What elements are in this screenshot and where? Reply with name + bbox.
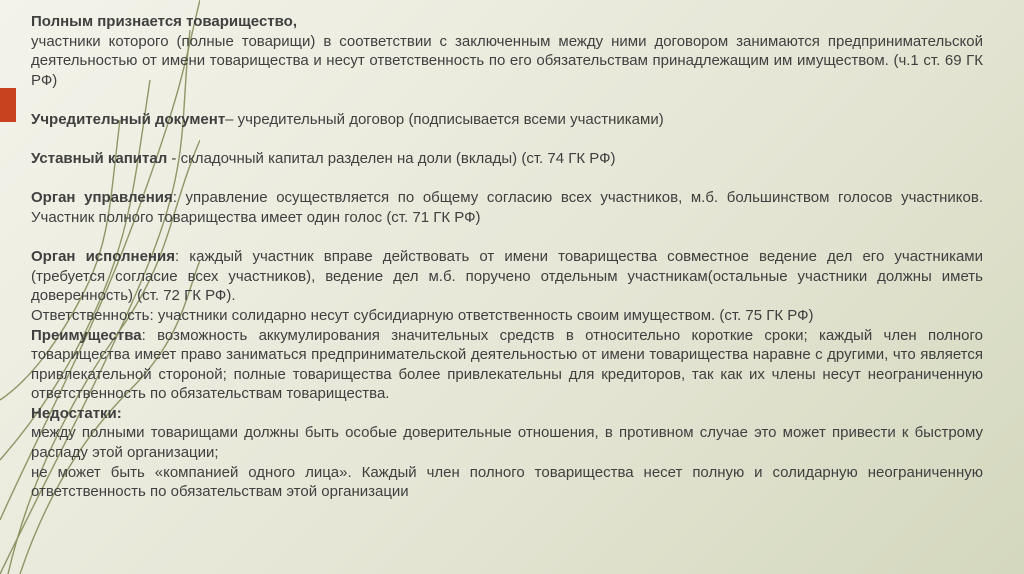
- disadvantages-label: Недостатки:: [31, 404, 122, 422]
- advantages-label: Преимущества: [31, 326, 142, 344]
- paragraph-disadvantages: [31, 404, 983, 502]
- disadvantages-line-1: между полными товарищами должны быть особые доверительные отношения, в противном случае это может привести к быстрому распаду этой организации;: [31, 424, 983, 462]
- paragraph-advantages: [31, 326, 983, 404]
- definition-title: Полным признается товарищество,: [31, 13, 297, 30]
- paragraph-founding-document: [31, 110, 983, 130]
- disadvantages-line-2: не может быть «компанией одного лица». Каждый член полного товарищества несет полную и солидарную неограниченную ответственность по обязательствам этой организации: [31, 463, 983, 501]
- slide-text: [31, 12, 983, 502]
- definition-text: участники которого (полные товарищи) в соответствии с заключенным между ними договором занимаются предпринимательской деятельностью от имени товарищества и несут ответственность по его обязательствам принадлежащим им имуществом. (ч.1 ст. 69 ГК РФ): [31, 32, 983, 89]
- charter-capital-label: Уставный капитал: [31, 150, 168, 168]
- management-label: Орган управления: [31, 189, 173, 207]
- execution-text: : каждый участник вправе действовать от имени товарищества совместное ведение дел его участниками (требуется согласие всех участников), ведение дел м.б. поручено отдельным участникам(остальные участники должны иметь доверенность) (ст. 72 ГК РФ).: [31, 248, 983, 305]
- paragraph-execution: [31, 247, 983, 306]
- paragraph-charter-capital: [31, 149, 983, 169]
- paragraph-definition: [31, 12, 983, 90]
- liability-text: Ответственность: участники солидарно несут субсидиарную ответственность своим имуществом. (ст. 75 ГК РФ): [31, 306, 814, 324]
- paragraph-management: [31, 188, 983, 227]
- founding-document-text: – учредительный договор (подписывается всеми участниками): [225, 110, 664, 128]
- charter-capital-text: - складочный капитал разделен на доли (вклады) (ст. 74 ГК РФ): [167, 150, 616, 168]
- founding-document-label: Учредительный документ: [31, 110, 226, 128]
- execution-label: Орган исполнения: [31, 248, 175, 266]
- paragraph-liability: [31, 306, 983, 326]
- advantages-text: : возможность аккумулирования значительных средств в относительно короткие сроки; каждый член полного товарищества имеет право заниматься предпринимательской деятельностью от имени товарищества наравне с другими, что является привлекательной стороной; полные товарищества более привлекательны для кредиторов, так как их члены несут неограниченную ответственность по обязательствам товарищества.: [31, 326, 983, 403]
- management-text: : управление осуществляется по общему согласию всех участников, м.б. большинством голосов участников. Участник полного товарищества имеет один голос (ст. 71 ГК РФ): [31, 189, 983, 226]
